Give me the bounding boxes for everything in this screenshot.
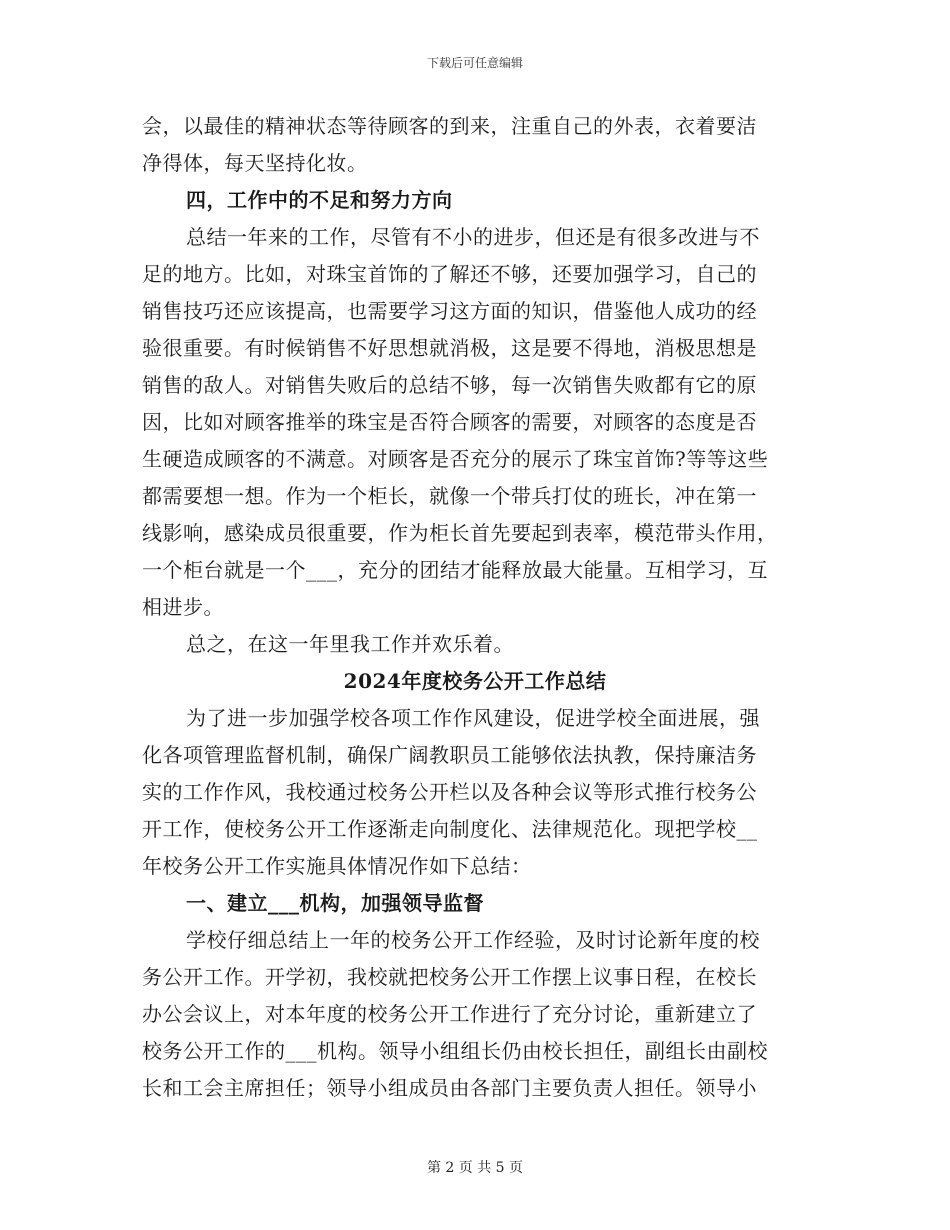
body-line: 年校务公开工作实施具体情况作如下总结： [142,854,532,878]
body-line: 长和工会主席担任；领导小组成员由各部门主要负责人担任。领导小 [142,1076,757,1100]
body-line: 化各项管理监督机制，确保广阔教职员工能够依法执教，保持廉洁务 [142,743,757,767]
body-line: 验很重要。有时候销售不好思想就消极，这是要不得地，消极思想是 [142,336,757,360]
page-footer: 第 2 页 共 5 页 [426,1160,524,1176]
body-line: 学校仔细总结上一年的校务公开工作经验，及时讨论新年度的校 [186,928,760,952]
body-line: 足的地方。比如，对珠宝首饰的了解还不够，还要加强学习，自己的 [142,262,757,286]
body-line: 校务公开工作的___机构。领导小组组长仍由校长担任，副组长由副校 [142,1039,768,1063]
body-line: 总结一年来的工作，尽管有不小的进步，但还是有很多改进与不 [186,225,760,249]
body-line: 销售的敌人。对销售失败后的总结不够，每一次销售失败都有它的原 [142,373,757,397]
body-line: 销售技巧还应该提高，也需要学习这方面的知识，借鉴他人成功的经 [142,299,757,323]
body-line: 总之，在这一年里我工作并欢乐着。 [186,632,514,656]
body-line: 都需要想一想。作为一个柜长，就像一个带兵打仗的班长，冲在第一 [142,484,757,508]
body-line: 相进步。 [142,595,224,619]
body-line: 办公会议上，对本年度的校务公开工作进行了充分讨论，重新建立了 [142,1002,757,1026]
body-line: 会，以最佳的精神状态等待顾客的到来，注重自己的外表，衣着要洁 [142,114,757,138]
document-body [142,108,808,1107]
body-line: 为了进一步加强学校各项工作作风建设，促进学校全面进展，强 [186,706,760,730]
section-heading: 四，工作中的不足和努力方向 [186,188,453,212]
body-line: 一个柜台就是一个___，充分的团结才能释放最大能量。互相学习，互 [142,558,768,582]
body-line: 净得体，每天坚持化妆。 [142,151,368,175]
body-line: 开工作，使校务公开工作逐渐走向制度化、法律规范化。现把学校__ [142,817,758,841]
body-line: 实的工作作风，我校通过校务公开栏以及各种会议等形式推行校务公 [142,780,757,804]
body-line: 因，比如对顾客推举的珠宝是否符合顾客的需要，对顾客的态度是否 [142,410,757,434]
page-header: 下载后可任意编辑 [426,56,523,70]
body-line: 务公开工作。开学初，我校就把校务公开工作摆上议事日程，在校长 [142,965,757,989]
section-heading: 一、建立___机构，加强领导监督 [186,891,484,915]
body-line: 生硬造成顾客的不满意。对顾客是否充分的展示了珠宝首饰?等等这些 [142,447,769,471]
body-line: 线影响，感染成员很重要，作为柜长首先要起到表率，模范带头作用， [142,521,778,545]
document-title: 2024年度校务公开工作总结 [343,669,607,693]
